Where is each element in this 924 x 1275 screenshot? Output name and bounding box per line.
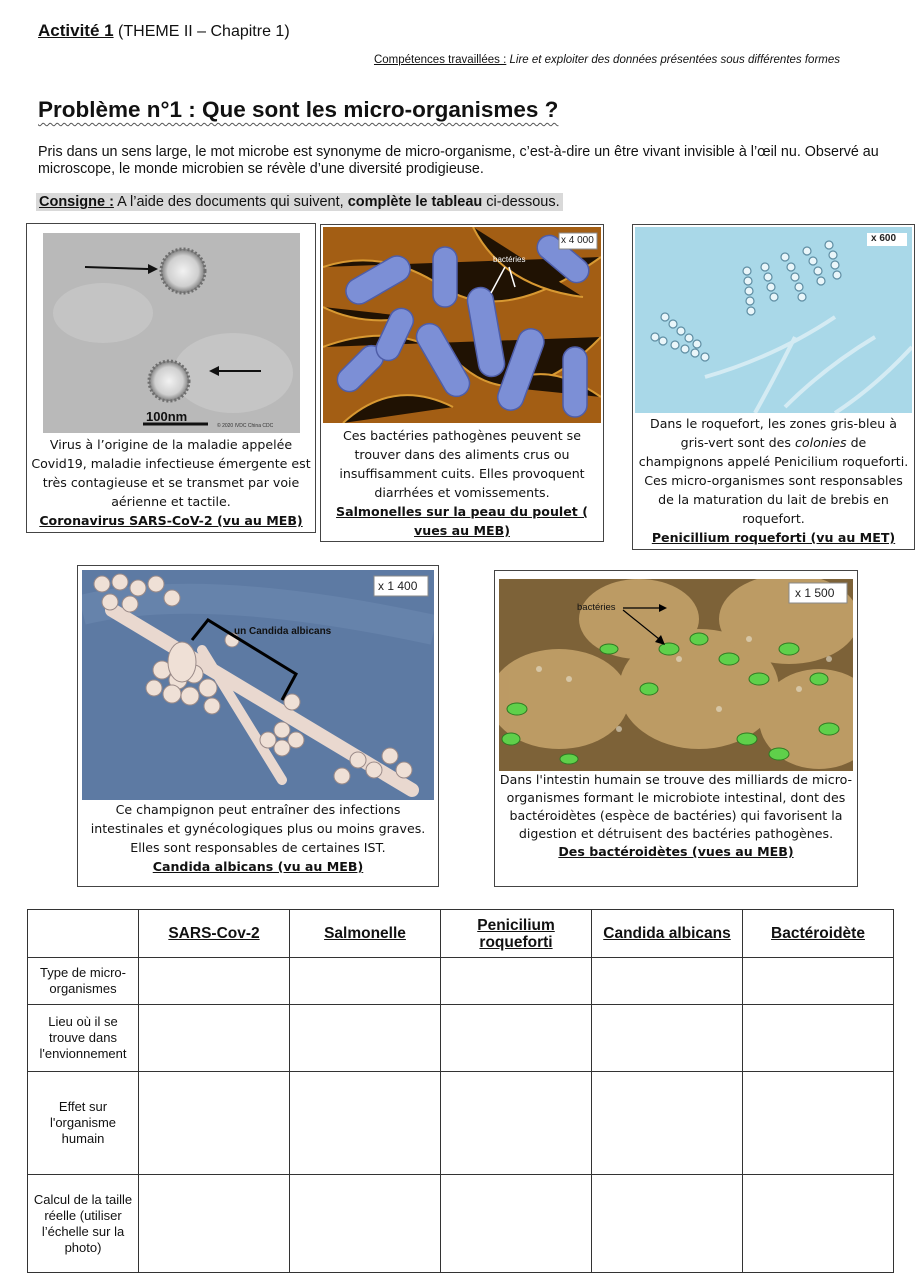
salmonelle-caption <box>325 426 599 540</box>
document-salmonelle <box>320 224 604 542</box>
table-input-cell[interactable] <box>441 1072 592 1175</box>
table-input-cell[interactable] <box>743 1005 894 1072</box>
candida-title: Candida albicans (vu au MEB) <box>152 859 364 874</box>
bacteroidetes-annotation: bactéries <box>577 602 616 613</box>
summary-table <box>27 909 894 1273</box>
table-input-cell[interactable] <box>441 958 592 1005</box>
activity-heading <box>38 21 290 41</box>
competences-line <box>374 54 840 66</box>
table-header-cell: Bactéroidète <box>743 910 894 958</box>
consigne <box>36 193 563 211</box>
consigne-text-after: ci-dessous. <box>482 194 560 210</box>
salmonelle-photo <box>323 227 601 423</box>
document-bacteroidetes <box>494 570 858 887</box>
table-row-label: Type de micro-organismes <box>28 958 139 1005</box>
penicillium-caption-2: de champignons appelé Penicilium roqueforti. Ces micro-organismes sont responsables de la maturation du lait de brebis en roquefort. <box>638 435 909 526</box>
table-row-label: Effet sur l'organisme humain <box>28 1072 139 1175</box>
table-row <box>28 1175 894 1273</box>
table-input-cell[interactable] <box>592 1005 743 1072</box>
virus-caption-text: Virus à l’origine de la maladie appelée Covid19, maladie infectieuse émergente est très contagieuse et se transmet par voie aérienne et tactile. <box>31 437 311 509</box>
penicillium-zoom: x 600 <box>871 233 897 244</box>
bacteroidetes-title: Des bactéroidètes (vues au MEB) <box>558 844 794 859</box>
salmonelle-title: Salmonelles sur la peau du poulet ( vues au MEB) <box>336 504 588 538</box>
penicillium-title: Penicillium roqueforti (vu au MET) <box>651 530 896 545</box>
activity-title: Activité 1 <box>38 21 114 40</box>
competences-label: Compétences travaillées : <box>373 54 507 66</box>
table-row <box>28 958 894 1005</box>
candida-photo <box>82 570 434 800</box>
candida-caption <box>80 800 436 876</box>
table-input-cell[interactable] <box>743 1175 894 1273</box>
penicillium-caption-italic: colonies <box>794 435 847 450</box>
table-header-cell: Candida albicans <box>592 910 743 958</box>
consigne-label: Consigne : <box>39 194 114 210</box>
virus-title: Coronavirus SARS-CoV-2 (vu au MEB) <box>39 513 303 528</box>
document-virus <box>26 223 316 533</box>
activity-subtitle: (THEME II – Chapitre 1) <box>118 23 290 40</box>
table-input-cell[interactable] <box>139 1175 290 1273</box>
problem-title: Problème n°1 : Que sont les micro-organismes ? <box>38 97 559 122</box>
virus-particle <box>149 361 189 401</box>
candida-photo-drawing <box>82 570 434 800</box>
salmonelle-photo-drawing <box>323 227 601 423</box>
penicillium-caption <box>637 414 910 547</box>
consigne-text-before: A l’aide des documents qui suivent, <box>113 194 348 210</box>
candida-zoom: x 1 400 <box>378 579 418 593</box>
salmonelle-zoom: x 4 000 <box>561 235 594 246</box>
table-input-cell[interactable] <box>441 1175 592 1273</box>
salmonelle-caption-text: Ces bactéries pathogènes peuvent se trouver dans des aliments crus ou insuffisamment cuits. Elles provoquent diarrhées et vomissements. <box>339 428 585 500</box>
table-input-cell[interactable] <box>592 1175 743 1273</box>
table-input-cell[interactable] <box>139 1005 290 1072</box>
bacteroidetes-photo <box>499 579 853 771</box>
table-input-cell[interactable] <box>743 1072 894 1175</box>
table-row <box>28 1005 894 1072</box>
table-corner-cell <box>28 910 139 958</box>
table-input-cell[interactable] <box>743 958 894 1005</box>
consigne-text-bold: complète le tableau <box>347 194 483 210</box>
virus-scale-label: 100nm <box>146 409 188 424</box>
virus-particle <box>161 249 205 293</box>
candida-caption-text: Ce champignon peut entraîner des infections intestinales et gynécologiques plus ou moins graves. Elles sont responsables de certaines IST. <box>90 802 426 855</box>
penicillium-caption-1: Dans le roquefort, les zones gris-bleu à gris-vert sont des <box>650 416 897 450</box>
table-input-cell[interactable] <box>290 1072 441 1175</box>
virus-credit: © 2020 IVDC China CDC <box>217 423 274 429</box>
table-input-cell[interactable] <box>592 958 743 1005</box>
bacteroidetes-photo-drawing <box>499 579 853 771</box>
bacteroidetes-zoom: x 1 500 <box>795 586 835 600</box>
salmonelle-annotation: bactéries <box>493 255 526 264</box>
table-row <box>28 1072 894 1175</box>
penicillium-photo-drawing <box>635 227 912 413</box>
table-input-cell[interactable] <box>139 1072 290 1175</box>
table-header-row <box>28 910 894 958</box>
table-input-cell[interactable] <box>290 1175 441 1273</box>
virus-caption <box>31 435 311 530</box>
document-penicillium <box>632 224 915 550</box>
competences-value: Lire et exploiter des données présentées sous différentes formes <box>509 54 840 66</box>
table-input-cell[interactable] <box>290 1005 441 1072</box>
table-row-label: Lieu où il se trouve dans l'envionnement <box>28 1005 139 1072</box>
penicillium-photo <box>635 227 912 413</box>
table-input-cell[interactable] <box>441 1005 592 1072</box>
table-header-cell: Salmonelle <box>290 910 441 958</box>
table-header-cell: Penicilium roqueforti <box>441 910 592 958</box>
table-header-cell: SARS-Cov-2 <box>139 910 290 958</box>
table-row-label: Calcul de la taille réelle (utiliser l’échelle sur la photo) <box>28 1175 139 1273</box>
bacteroidetes-caption-text: Dans l'intestin humain se trouve des milliards de micro-organismes formant le microbiote intestinal, dont des bactéroidètes (espèce de bactéries) qui favorisent la digestion et détruisent des bactéries pathogènes. <box>499 772 853 841</box>
table-input-cell[interactable] <box>592 1072 743 1175</box>
document-candida <box>77 565 439 887</box>
virus-photo-drawing <box>43 233 300 433</box>
table-input-cell[interactable] <box>139 958 290 1005</box>
table-input-cell[interactable] <box>290 958 441 1005</box>
candida-annotation: un Candida albicans <box>234 626 332 637</box>
bacteroidetes-caption <box>497 771 855 861</box>
virus-photo <box>43 233 300 433</box>
intro-paragraph: Pris dans un sens large, le mot microbe est synonyme de micro-organisme, c’est-à-dire un être vivant invisible à l’œil nu. Observé au microscope, le monde microbien se révèle d’une diversité prodigieuse. <box>38 144 879 177</box>
